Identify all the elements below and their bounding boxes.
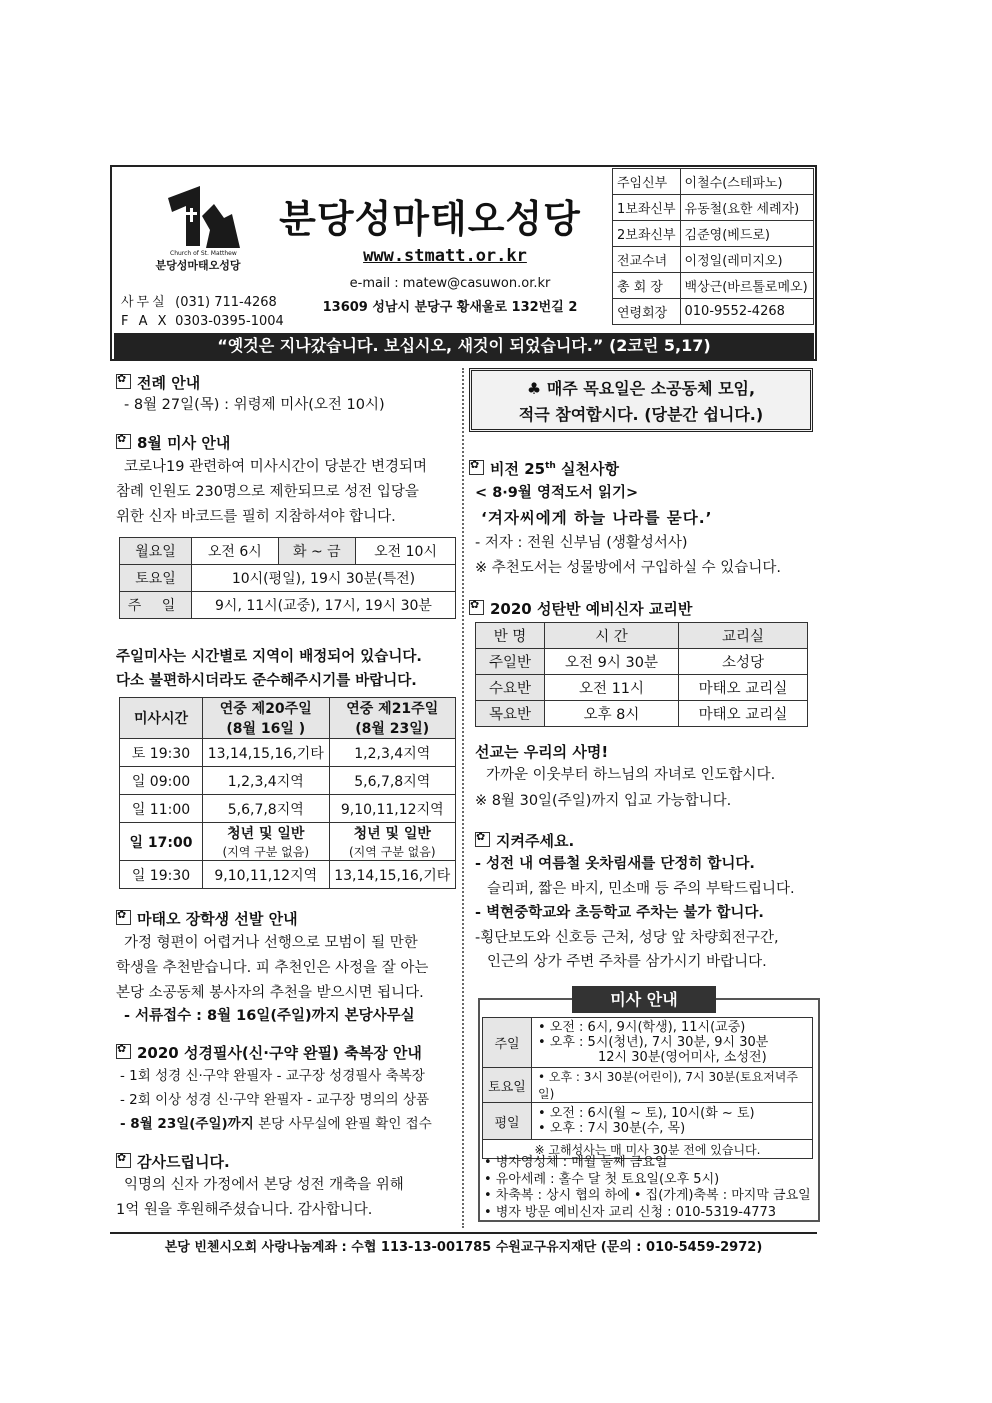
bible-items: - 1회 성경 신·구약 완필자 - 교구장 성경필사 축복장 - 2회 이상 성경 신·구약 완필자 - 교구장 명의의 상품 - 8월 23일(주일)까지 본당 사무실에 완필 확인 접수 — [120, 1068, 432, 1132]
zone-table: 미사시간 연중 제20주일 (8월 16일 ) 연중 제21주일 (8월 23일) 토 19:30 13,14,15,16,기타 1,2,3,4지역 일 09:00 1,2,3,4지역 5,6,7,8지역 일 11:00 5,6,7,8지역 9,10,11,12지역 일 17:00 청년 및 일반 (지역 구분 없음) 청년 및 일반 (지역 구분 없음) 일 19:30 9,10,11,12지역 13,14,15,16,기타 — [119, 697, 456, 889]
thanks-heading: ✿감사드립니다. — [116, 1151, 230, 1172]
address: 13609 성남시 분당구 황새울로 132번길 2 — [322, 300, 578, 315]
table-row: 일 11:00 5,6,7,8지역 9,10,11,12지역 — [120, 795, 456, 823]
flower-box-icon — [469, 600, 484, 615]
website-link[interactable]: www.stmatt.or.kr — [363, 246, 527, 266]
logo-caption: 분당성마태오성당 — [155, 259, 241, 272]
flower-box-icon — [116, 434, 131, 449]
table-row: 주일반 오전 9시 30분 소성당 — [476, 649, 808, 675]
table-row: 목요반 오후 8시 마태오 교리실 — [476, 701, 808, 727]
scholar-heading: ✿마태오 장학생 선발 안내 — [116, 908, 298, 929]
zone-note: 주일미사는 시간별로 지역이 배정되어 있습니다. 다소 불편하시더라도 준수해주시기를 바랍니다. — [116, 649, 422, 689]
flower-box-icon — [475, 832, 490, 847]
footer-account: 본당 빈첸시오회 사랑나눔계좌 : 수협 113-13-001785 수원교구유지재단 (문의 : 010-5459-2972) — [164, 1240, 763, 1255]
weekday-schedule-table: 월요일 오전 6시 화 ~ 금 오전 10시 토요일 10시(평일), 19시 30분(특전) 주 일 9시, 11시(교중), 17시, 19시 30분 — [119, 537, 456, 619]
table-row: 평일 • 오전 : 6시(월 ~ 토), 10시(화 ~ 토) • 오후 : 7시 30분(수, 목) — [483, 1103, 813, 1140]
flower-box-icon — [116, 374, 131, 389]
table-row: 토요일 • 오후 : 3시 30분(어린이), 7시 30분(토요저녁주일) — [483, 1068, 813, 1103]
staff-role: 1보좌신부 — [613, 195, 681, 221]
logo-small-text: Church of St. Matthew — [170, 250, 237, 257]
keep-heading: ✿지켜주세요. — [475, 830, 574, 851]
mass-extra-list: • 병자영성체 : 매월 둘째 금요일 • 유아세례 : 홀수 달 첫 토요일(오후 5시) • 차축복 : 상시 협의 하에 • 집(가게)축복 : 마지막 금요일 • 병자 방문 예비신자 교리 신청 : 010-5319-4773 — [484, 1155, 811, 1220]
fax-label: F A X — [121, 314, 170, 329]
table-row: 토 19:30 13,14,15,16,기타 1,2,3,4지역 — [120, 739, 456, 767]
mass-table: 주일 • 오전 : 6시, 9시(학생), 11시(교중) • 오후 : 5시(청년), 7시 30분, 9시 30분 12시 30분(영어미사, 소성전) 토요일 • 오후 : 3시 30분(어린이), 7시 30분(토요저녁주일) 평일 • 오전 : 6시(월 ~ 토), 10시(화 ~ 토) • 오후 : 7시 30분(수, 목) ※ 고해성사는 매 미사 30분 전에 있습니다. — [482, 1017, 813, 1159]
table-row: 일 19:30 9,10,11,12지역 13,14,15,16,기타 — [120, 861, 456, 889]
thanks-text: 익명의 신자 가정에서 본당 성전 개축을 위해 1억 원을 후원해주셨습니다. 감사합니다. — [116, 1177, 404, 1218]
scholar-text: 가정 형편이 어렵거나 선행으로 모범이 될 만한 학생을 추천받습니다. 피 추천인은 사정을 잘 아는 본당 소공동체 봉사자의 추천을 받으시면 됩니다. — [116, 935, 429, 1001]
office-phone: (031) 711-4268 — [175, 295, 277, 310]
catechism-table: 반 명 시 간 교리실 주일반 오전 9시 30분 소성당 수요반 오전 11시 마태오 교리실 목요반 오후 8시 마태오 교리실 — [475, 622, 808, 727]
staff-role: 연령회장 — [613, 299, 681, 325]
liturgy-item: - 8월 27일(목) : 위령제 미사(오전 10시) — [124, 397, 385, 413]
reading-author: - 저자 : 전원 신부님 (생활성서사) — [475, 535, 688, 551]
motto-banner: “옛것은 지나갔습니다. 보십시오, 새것이 되었습니다.” (2코린 5,17) — [114, 333, 814, 359]
email: e-mail : matew@casuwon.or.kr — [349, 276, 551, 291]
flower-box-icon — [116, 1044, 131, 1059]
staff-role: 주임신부 — [613, 169, 681, 195]
table-row: 수요반 오전 11시 마태오 교리실 — [476, 675, 808, 701]
staff-name: 이정일(레미지오) — [680, 247, 813, 273]
staff-name: 김준영(베드로) — [680, 221, 813, 247]
keep-list: - 성전 내 여름철 옷차림새를 단정히 합니다. 슬리퍼, 짧은 바지, 민소매 등 주의 부탁드립니다. - 벽현중학교와 초등학교 주차는 불가 합니다. -횡단보도와 신호등 근처, 성당 앞 차량회전구간, 인근의 상가 주변 주차를 삼가시기 바랍니다. — [475, 856, 795, 970]
staff-role: 전교수녀 — [613, 247, 681, 273]
bible-heading: ✿2020 성경필사(신·구약 완필) 축복장 안내 — [116, 1042, 422, 1063]
fax-number: 0303-0395-1004 — [175, 314, 284, 329]
staff-role: 2보좌신부 — [613, 221, 681, 247]
flower-box-icon — [116, 910, 131, 925]
small-community-notice: ♣ 매주 목요일은 소공동체 모임, 적극 참여합시다. (당분간 쉽니다.) — [469, 368, 813, 432]
office-contacts — [121, 293, 284, 331]
staff-name: 이철수(스테파노) — [680, 169, 813, 195]
mass-info-title: 미사 안내 — [572, 986, 716, 1013]
office-label: 사무실 — [121, 295, 168, 310]
flower-box-icon — [116, 1153, 131, 1168]
catechism-heading: ✿2020 성탄반 예비신자 교리반 — [469, 598, 692, 619]
footer-divider — [110, 1232, 817, 1234]
mission-text: 가까운 이웃부터 하느님의 자녀로 인도합시다. — [486, 767, 776, 783]
staff-role: 총 회 장 — [613, 273, 681, 299]
table-row: 주일 • 오전 : 6시, 9시(학생), 11시(교중) • 오후 : 5시(청년), 7시 30분, 9시 30분 12시 30분(영어미사, 소성전) — [483, 1018, 813, 1068]
reading-book: ‘겨자씨에게 하늘 나라를 묻다.’ — [481, 509, 713, 527]
reading-note: ※ 추천도서는 성물방에서 구입하실 수 있습니다. — [475, 560, 781, 576]
vision-heading: ✿비전 25th 실천사항 — [469, 458, 619, 479]
table-row: 일 17:00 청년 및 일반 (지역 구분 없음) 청년 및 일반 (지역 구분 없음) — [120, 823, 456, 861]
mission-note: ※ 8월 30일(주일)까지 입교 가능합니다. — [475, 793, 732, 809]
staff-table — [612, 168, 814, 325]
flower-box-icon — [469, 460, 484, 475]
column-divider — [462, 368, 464, 1228]
reading-head: < 8·9월 영적도서 읽기> — [475, 485, 639, 501]
august-heading: ✿8월 미사 안내 — [116, 432, 230, 453]
august-text: 코로나19 관련하여 미사시간이 당분간 변경되며 참례 인원도 230명으로 제한되므로 성전 입당을 위한 신자 바코드를 필히 지참하셔야 합니다. — [116, 459, 428, 525]
table-row: 일 09:00 1,2,3,4지역 5,6,7,8지역 — [120, 767, 456, 795]
staff-name: 유동철(요한 세례자) — [680, 195, 813, 221]
church-name: 분당성마태오성당 — [279, 197, 581, 241]
staff-name: 010-9552-4268 — [680, 299, 813, 325]
scholar-deadline: - 서류접수 : 8월 16일(주일)까지 본당사무실 — [124, 1008, 415, 1024]
mission-title: 선교는 우리의 사명! — [475, 743, 609, 761]
liturgy-heading: ✿전례 안내 — [116, 372, 200, 393]
staff-name: 백상근(바르톨로메오) — [680, 273, 813, 299]
